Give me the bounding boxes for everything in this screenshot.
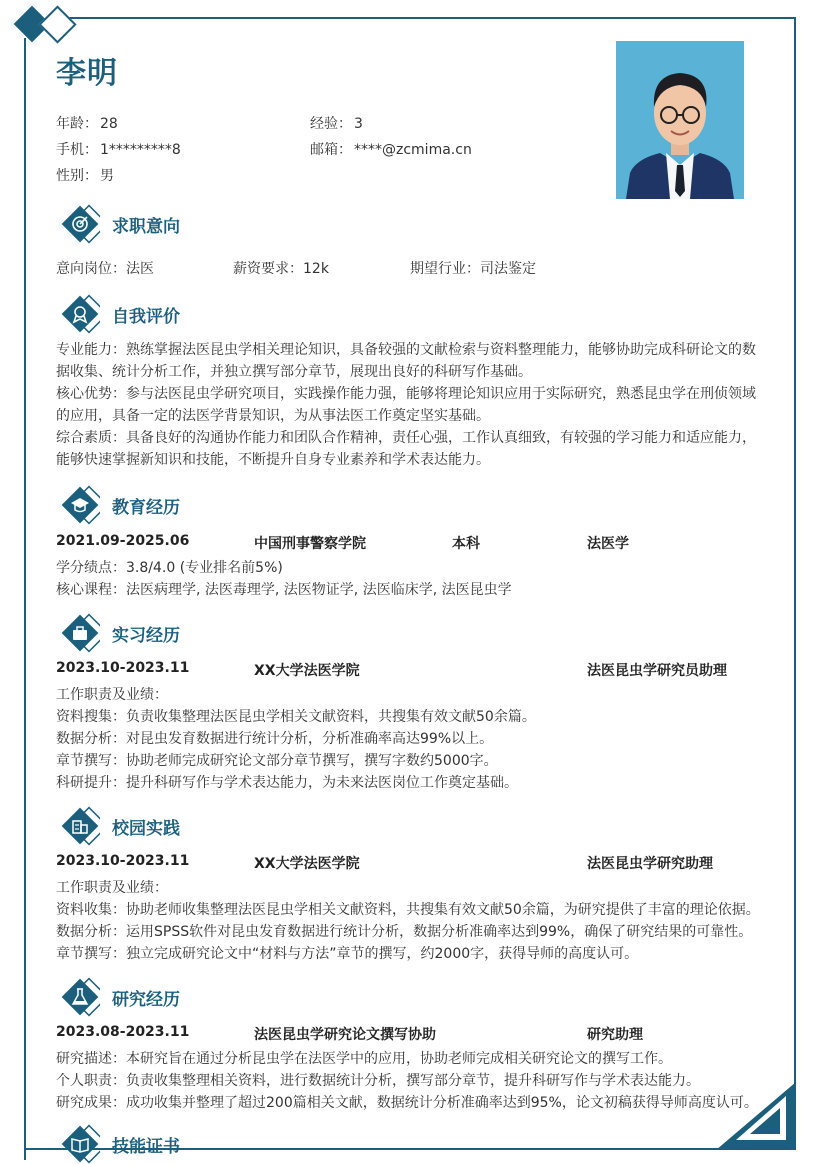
gender-row: 性别： 男 <box>56 168 114 184</box>
section-header-campus <box>60 806 180 846</box>
research-line: 研究成果：成功收集并整理了超过200篇相关文献，数据统计分析准确率达到95%，论文初稿获得导师高度认可。 <box>56 1095 758 1111</box>
experience-row: 经验： 3 <box>310 116 363 132</box>
section-title-campus: 校园实践 <box>112 818 180 839</box>
section-header-education <box>60 485 180 525</box>
campus-line: 数据分析：运用SPSS软件对昆虫发育数据进行统计分析，数据分析准确率达到99%，确保了研究结果的可靠性。 <box>56 924 753 940</box>
self-eval-paragraph-2: 核心优势：参与法医昆虫学研究项目，实践操作能力强，能够将理论知识应用于实际研究，熟悉昆虫学在刑侦领域的应用，具备一定的法医学背景知识，为从事法医工作奠定坚实基础。 <box>56 386 756 424</box>
section-title-intent: 求职意向 <box>112 216 180 237</box>
research-project: 法医昆虫学研究论文撰写协助 <box>254 1027 436 1043</box>
section-header-research <box>60 977 180 1017</box>
section-title-self-eval: 自我评价 <box>112 306 180 327</box>
badge-icon <box>60 294 100 334</box>
corner-diamond-outline <box>38 5 76 43</box>
flask-icon <box>60 977 100 1017</box>
research-date: 2023.08-2023.11 <box>56 1024 190 1040</box>
profile-photo <box>616 41 744 199</box>
self-eval-paragraph-1: 专业能力：熟练掌握法医昆虫学相关理论知识，具备较强的文献检索与资料整理能力，能够协助完成科研论文的数据收集、统计分析工作，并独立撰写部分章节，展现出良好的科研写作基础。 <box>56 342 756 380</box>
internship-line: 数据分析：对昆虫发育数据进行统计分析，分析准确率高达99%以上。 <box>56 731 494 747</box>
self-eval-paragraph-3: 综合素质：具备良好的沟通协作能力和团队合作精神，责任心强，工作认真细致，有较强的学习能力和适应能力，能够快速掌握新知识和技能，不断提升自身专业素养和学术表达能力。 <box>56 430 756 468</box>
graduation-cap-icon <box>60 485 100 525</box>
education-courses: 核心课程：法医病理学, 法医毒理学, 法医物证学, 法医临床学, 法医昆虫学 <box>56 582 512 598</box>
frame-top-line <box>62 17 796 19</box>
campus-line: 资料收集：协助老师收集整理法医昆虫学相关文献资料，共搜集有效文献50余篇，为研究提供了丰富的理论依据。 <box>56 902 760 918</box>
education-school: 中国刑事警察学院 <box>254 536 366 552</box>
target-icon <box>60 204 100 244</box>
internship-role: 法医昆虫学研究员助理 <box>587 663 727 679</box>
section-header-self-eval <box>60 294 180 334</box>
intent-industry: 期望行业：司法鉴定 <box>410 261 536 277</box>
phone-row: 手机： 1*********8 <box>56 142 181 158</box>
campus-line: 工作职责及业绩： <box>56 880 168 896</box>
internship-org: XX大学法医学院 <box>254 663 360 679</box>
briefcase-icon <box>60 613 100 653</box>
research-line: 研究描述：本研究旨在通过分析昆虫学在法医学中的应用，协助老师完成相关研究论文的撰写工作。 <box>56 1051 672 1067</box>
research-role: 研究助理 <box>587 1027 643 1043</box>
candidate-name: 李明 <box>56 56 118 91</box>
education-major: 法医学 <box>587 536 629 552</box>
section-title-education: 教育经历 <box>112 497 180 518</box>
campus-role: 法医昆虫学研究助理 <box>587 856 713 872</box>
education-gpa: 学分绩点：3.8/4.0 (专业排名前5%) <box>56 560 283 576</box>
education-degree: 本科 <box>452 536 480 552</box>
frame-right-line <box>794 17 796 1150</box>
campus-date: 2023.10-2023.11 <box>56 853 190 869</box>
campus-line: 章节撰写：独立完成研究论文中“材料与方法”章节的撰写，约2000字，获得导师的高度认可。 <box>56 946 639 962</box>
section-title-internship: 实习经历 <box>112 625 180 646</box>
age-row: 年龄： 28 <box>56 116 118 132</box>
section-header-internship <box>60 613 180 653</box>
frame-left-line <box>24 38 26 1160</box>
section-header-intent <box>60 204 180 244</box>
internship-line: 资料搜集：负责收集整理法医昆虫学相关文献资料，共搜集有效文献50余篇。 <box>56 709 536 725</box>
internship-line: 章节撰写：协助老师完成研究论文部分章节撰写，撰写字数约5000字。 <box>56 753 498 769</box>
internship-line: 科研提升：提升科研写作与学术表达能力，为未来法医岗位工作奠定基础。 <box>56 775 518 791</box>
section-title-research: 研究经历 <box>112 989 180 1010</box>
building-icon <box>60 806 100 846</box>
section-title-skills: 技能证书 <box>112 1136 180 1157</box>
research-line: 个人职责：负责收集整理相关资料，进行数据统计分析，撰写部分章节，提升科研写作与学术表达能力。 <box>56 1073 700 1089</box>
intent-salary: 薪资要求：12k <box>233 261 329 277</box>
intent-position: 意向岗位：法医 <box>56 261 154 277</box>
email-row: 邮箱： ****@zcmima.cn <box>310 142 472 158</box>
internship-date: 2023.10-2023.11 <box>56 660 190 676</box>
book-icon <box>60 1124 100 1164</box>
campus-org: XX大学法医学院 <box>254 856 360 872</box>
internship-line: 工作职责及业绩： <box>56 687 168 703</box>
section-header-skills <box>60 1124 180 1164</box>
education-date: 2021.09-2025.06 <box>56 533 190 549</box>
